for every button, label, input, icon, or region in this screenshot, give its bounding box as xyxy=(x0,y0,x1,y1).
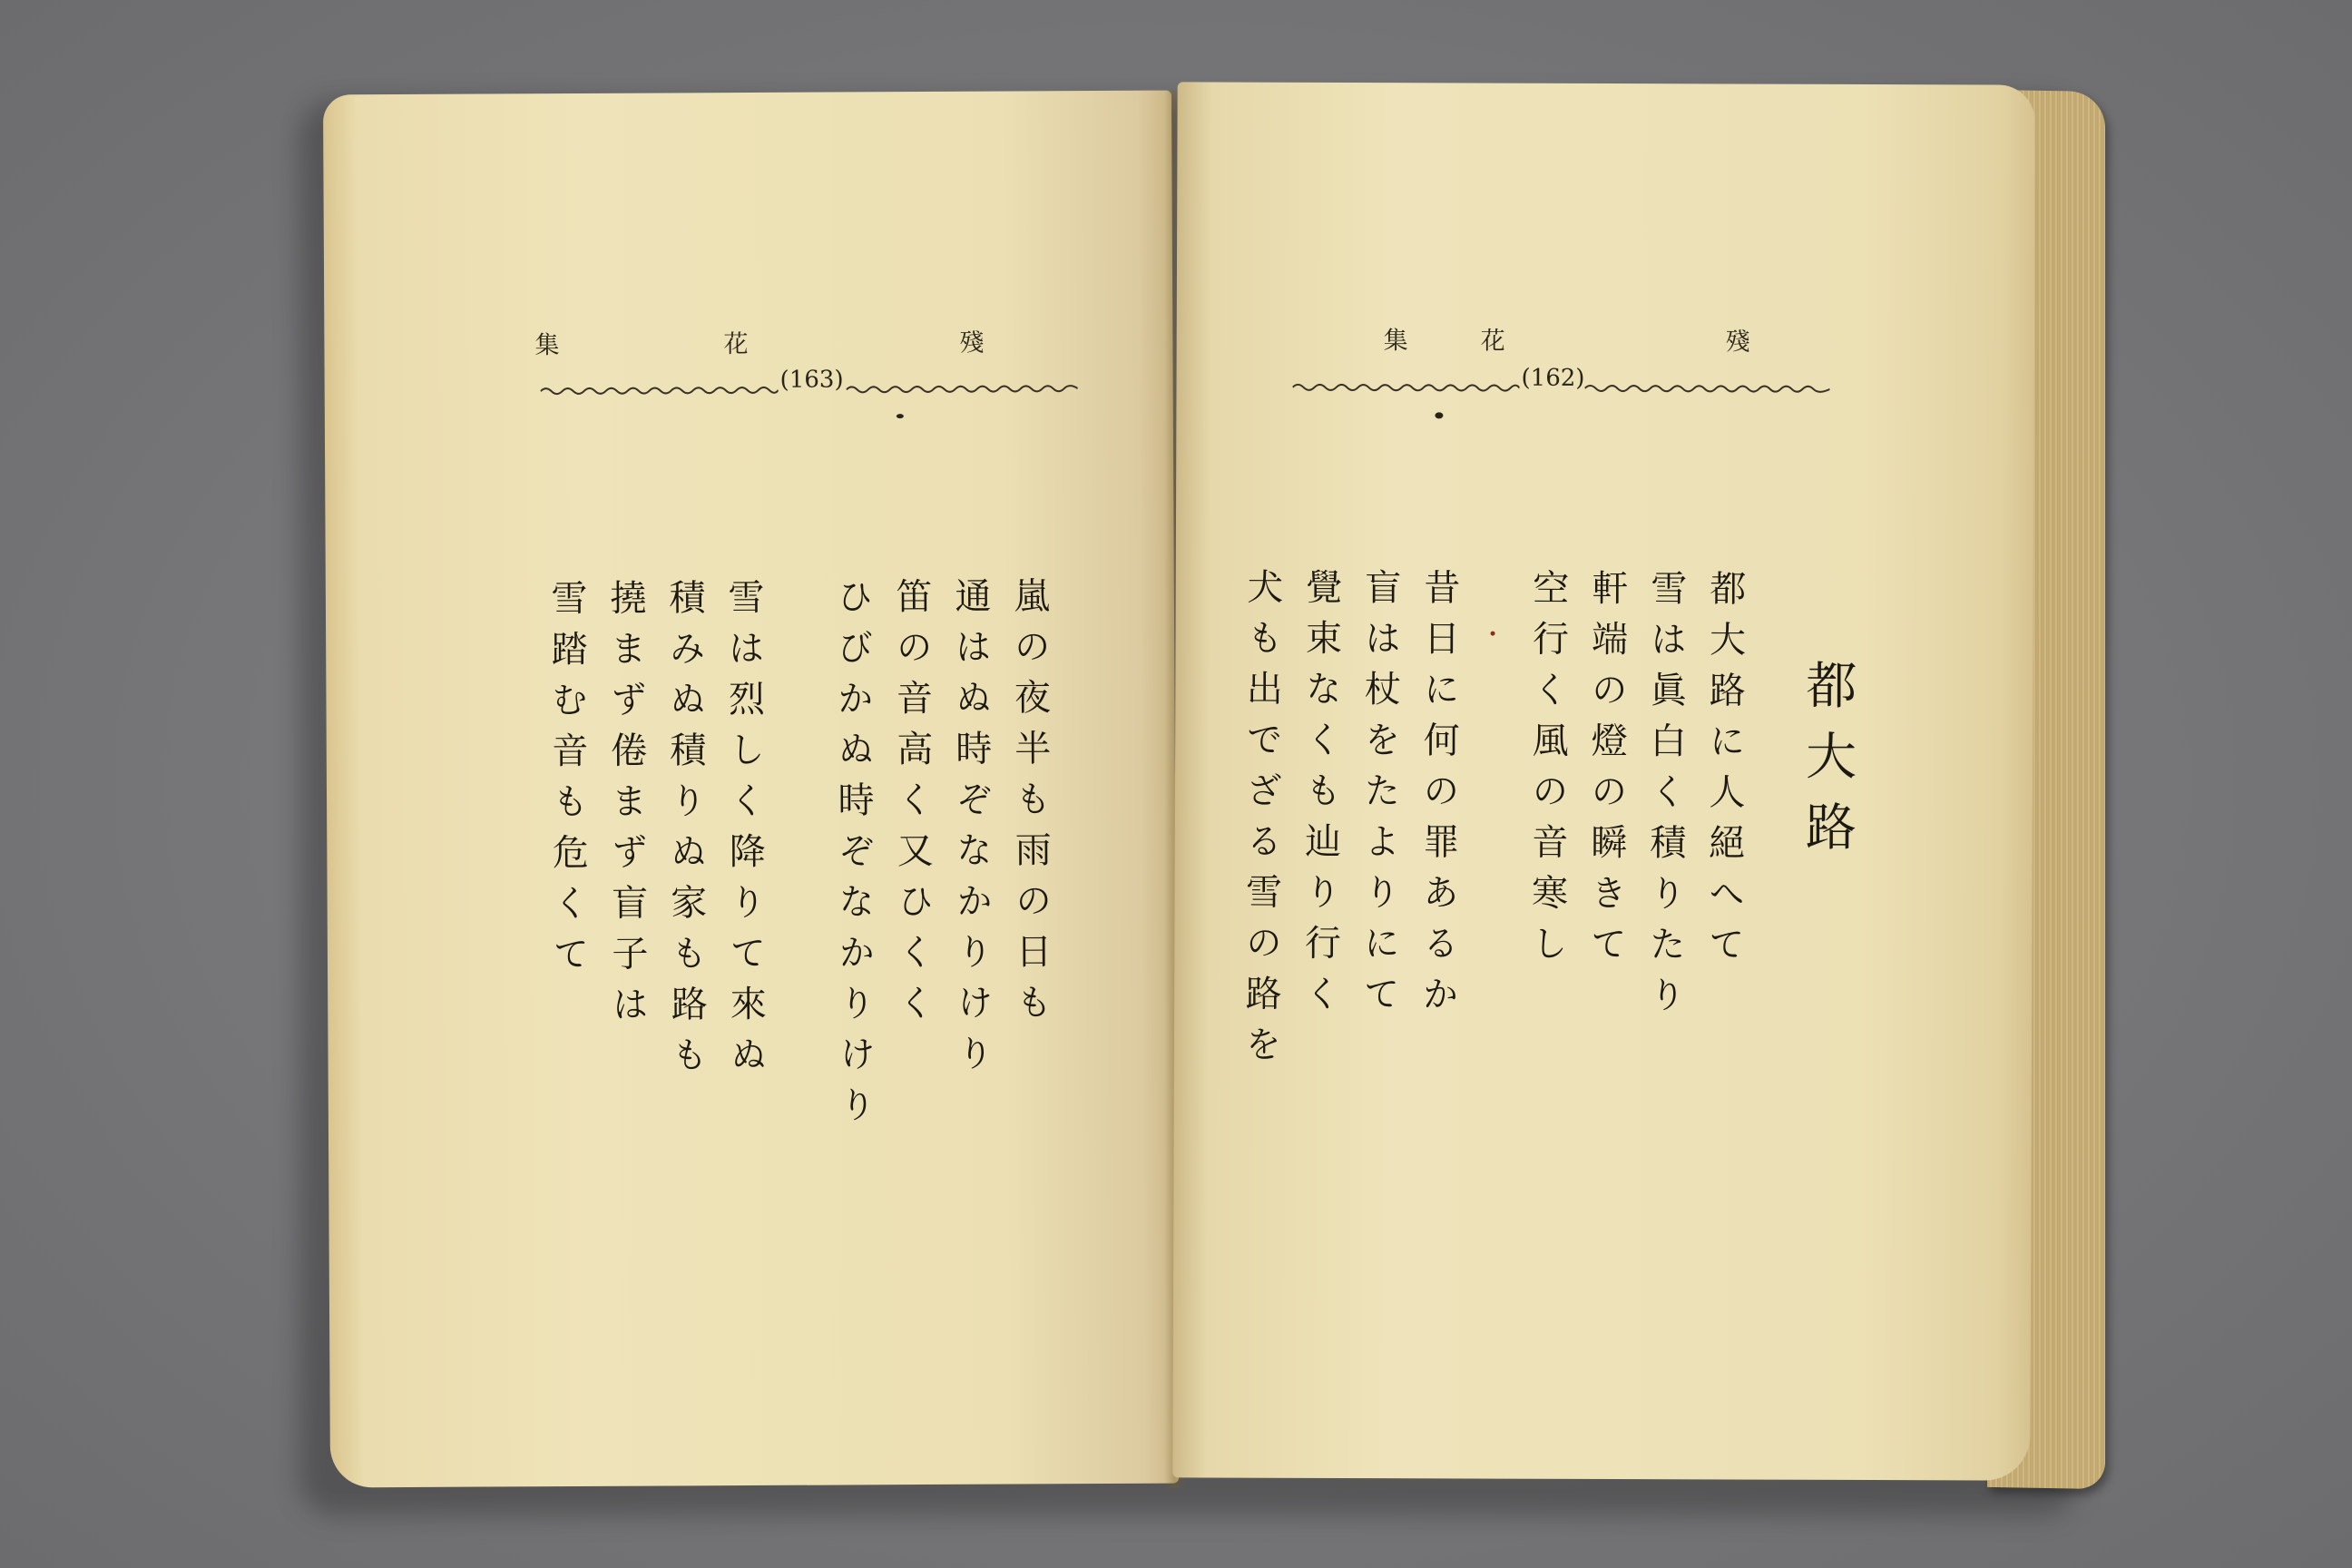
right-col-4: 空行く風の音寒し xyxy=(1525,568,1569,975)
ink-speck xyxy=(897,414,904,418)
right-col-1: 都大路に人絕へて xyxy=(1702,569,1746,976)
running-head-char-2: 花 xyxy=(1480,327,1505,356)
right-page-number: (162) xyxy=(1521,364,1585,392)
left-col-2: 通はぬ時ぞなかりけり xyxy=(948,576,994,1085)
running-head-char-3: 集 xyxy=(1383,327,1408,356)
right-running-head xyxy=(1177,319,2034,358)
left-col-1: 嵐の夜半も雨の日も xyxy=(1007,576,1053,1034)
right-col-7: 覺束なくも辿り行く xyxy=(1298,567,1342,1025)
right-header-rule xyxy=(1292,378,1519,397)
right-col-3: 軒端の燈の瞬きて xyxy=(1584,568,1628,976)
right-header-rule-2 xyxy=(1584,379,1829,398)
running-head-char-3: 集 xyxy=(534,331,560,360)
right-col-8: 犬も出でざる雪の路を xyxy=(1239,567,1283,1076)
left-col-4: ひびかぬ時ぞなかりけり xyxy=(830,577,877,1137)
ink-speck xyxy=(1435,412,1443,418)
left-page-number: (163) xyxy=(779,366,844,394)
right-col-5: 昔日に何の罪あるか xyxy=(1416,568,1460,1026)
left-col-8: 雪踏む音も危くて xyxy=(544,578,590,986)
left-running-head xyxy=(324,322,1172,363)
poem-title: 都大路 xyxy=(1797,658,1857,871)
running-head-char-2: 花 xyxy=(723,330,749,359)
right-page xyxy=(1172,82,2034,1480)
left-header-rule-2 xyxy=(847,379,1078,398)
left-header-rule xyxy=(541,381,779,400)
running-head-char-1: 殘 xyxy=(1725,328,1750,357)
left-col-3: 笛の音高く又ひくく xyxy=(889,576,935,1035)
right-col-6: 盲は杖をたよりにて xyxy=(1357,568,1401,1026)
left-page xyxy=(323,91,1179,1488)
running-head-char-1: 殘 xyxy=(959,328,985,358)
left-col-7: 撓まず倦まず盲子は xyxy=(603,578,649,1036)
ink-speck xyxy=(1491,632,1495,636)
left-col-6: 積みぬ積りぬ家も路も xyxy=(662,578,708,1087)
left-col-5: 雪は烈しく降りて來ぬ xyxy=(721,577,767,1087)
right-col-2: 雪は眞白く積りたり xyxy=(1643,569,1687,1027)
